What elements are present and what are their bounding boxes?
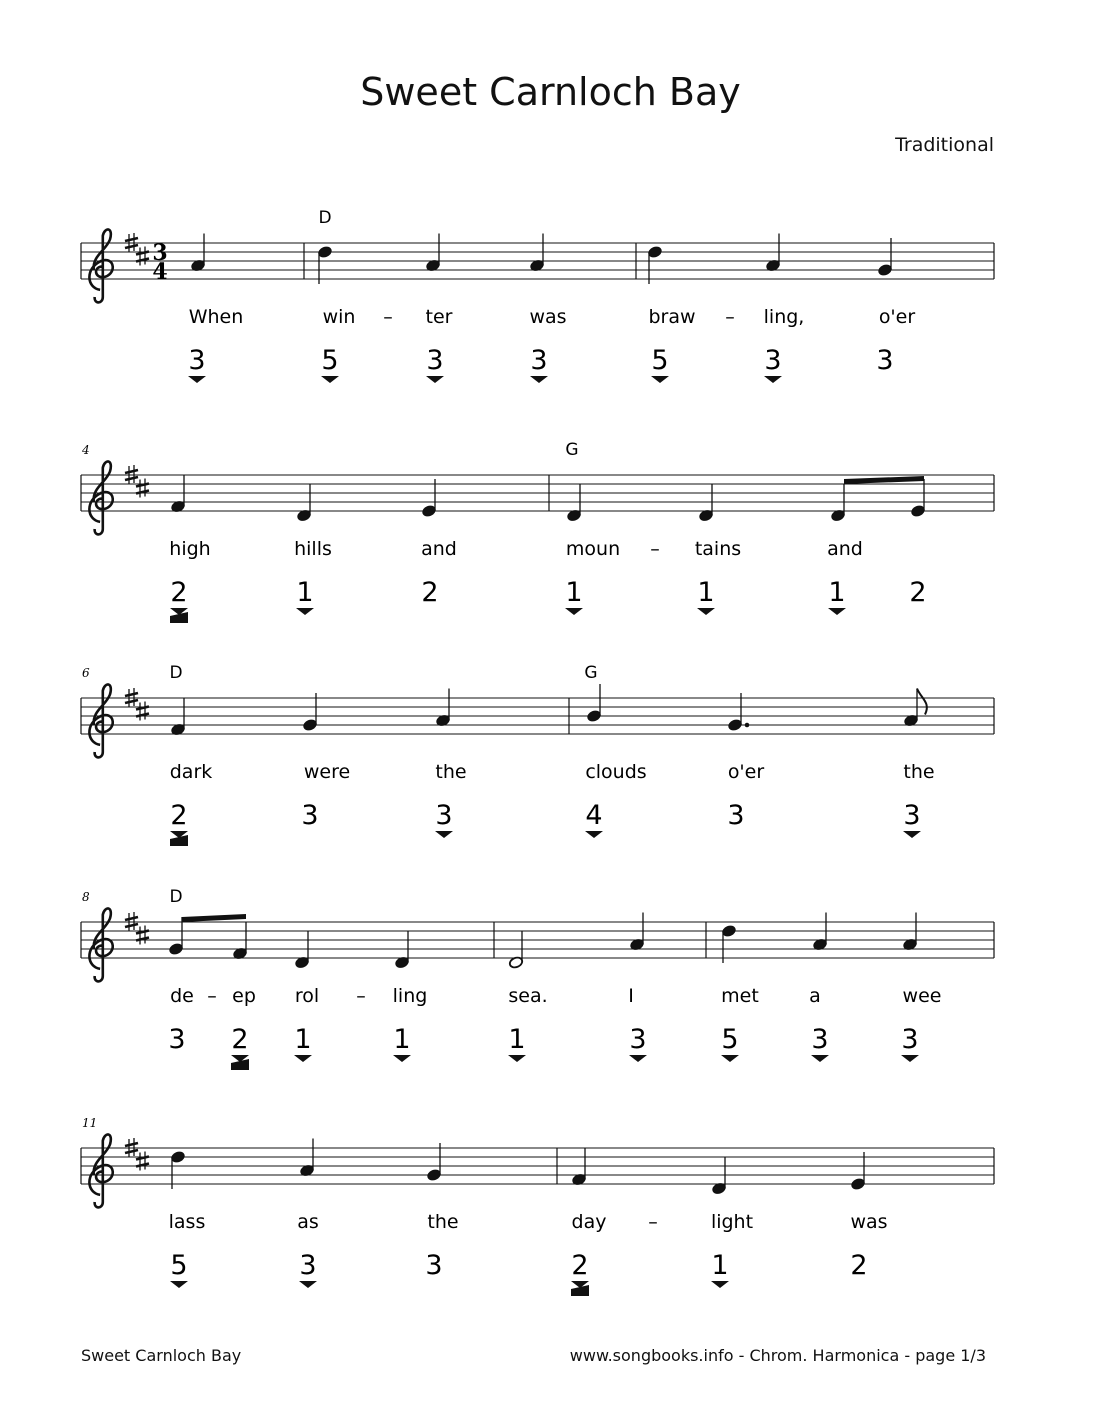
lyric-syllable: was	[850, 1211, 888, 1233]
lyric-syllable: o'er	[878, 306, 916, 328]
note	[647, 245, 662, 284]
note-dot	[745, 723, 750, 728]
lyric-hyphen: –	[383, 306, 393, 328]
staff-system	[81, 1116, 994, 1296]
note	[168, 917, 183, 956]
lyric-syllable: clouds	[585, 761, 647, 783]
lyric-syllable: a	[809, 985, 821, 1007]
draw-arrow-icon	[764, 376, 782, 383]
note	[508, 931, 523, 970]
lyric-syllable: tains	[694, 538, 742, 560]
note	[850, 1152, 865, 1191]
lyric-syllable: the	[427, 1211, 459, 1233]
note-beam	[182, 914, 246, 922]
draw-arrow-icon	[903, 831, 921, 838]
harmonica-hole-number: 1	[711, 1250, 729, 1281]
note	[421, 479, 436, 518]
harmonica-hole-number: 1	[296, 577, 314, 608]
lyric-syllable: lass	[168, 1211, 206, 1233]
note	[698, 484, 713, 523]
harmonica-hole-number: 1	[508, 1024, 526, 1055]
lyric-syllable: light	[710, 1211, 754, 1233]
draw-arrow-icon	[321, 376, 339, 383]
sharp-sign	[136, 1152, 149, 1171]
draw-arrow-icon	[296, 608, 314, 615]
harmonica-hole-number: 2	[850, 1250, 868, 1281]
lyric-syllable: rol	[294, 985, 320, 1007]
draw-arrow-icon	[170, 1281, 188, 1288]
footer-song-title: Sweet Carnloch Bay	[81, 1346, 242, 1365]
harmonica-hole-number: 3	[425, 1250, 443, 1281]
harmonica-hole-number: 2	[231, 1024, 249, 1055]
lyric-syllable: hills	[294, 538, 332, 560]
lyric-syllable: ling	[392, 985, 428, 1007]
sharp-sign	[136, 926, 149, 945]
footer-page-info: www.songbooks.info - Chrom. Harmonica - page 1/3	[569, 1346, 986, 1365]
harmonica-hole-number: 2	[571, 1250, 589, 1281]
treble-clef	[89, 461, 112, 534]
note	[812, 913, 827, 952]
harmonica-hole-number: 5	[721, 1024, 739, 1055]
harmonica-hole-number: 3	[901, 1024, 919, 1055]
staff-system	[81, 663, 994, 846]
harmonica-hole-number: 3	[530, 345, 548, 376]
lyric-syllable: moun	[565, 538, 621, 560]
song-title: Sweet Carnloch Bay	[360, 70, 741, 114]
lyric-syllable: and	[421, 538, 457, 560]
note-flag	[917, 689, 927, 715]
lyric-syllable: dark	[169, 761, 213, 783]
lyric-syllable: ling,	[763, 306, 805, 328]
harmonica-hole-number: 3	[629, 1024, 647, 1055]
note	[425, 234, 440, 273]
note	[830, 484, 845, 523]
draw-arrow-icon	[565, 608, 583, 615]
lyric-syllable: o'er	[727, 761, 765, 783]
harmonica-hole-number: 3	[811, 1024, 829, 1055]
draw-arrow-icon	[697, 608, 715, 615]
staff-system	[81, 887, 994, 1070]
draw-arrow-icon	[811, 1055, 829, 1062]
draw-arrow-icon	[294, 1055, 312, 1062]
draw-arrow-icon	[299, 1281, 317, 1288]
sharp-sign	[136, 247, 149, 266]
harmonica-hole-number: 3	[301, 800, 319, 831]
lyric-hyphen: –	[650, 538, 660, 560]
harmonica-hole-number: 3	[168, 1024, 186, 1055]
lyric-syllable: day	[571, 1211, 607, 1233]
draw-arrow-icon	[901, 1055, 919, 1062]
lyric-syllable: ter	[425, 306, 453, 328]
draw-arrow-icon	[585, 831, 603, 838]
note	[170, 698, 185, 737]
note	[294, 931, 309, 970]
draw-arrow-icon	[435, 831, 453, 838]
draw-arrow-icon	[828, 608, 846, 615]
harmonica-hole-number: 4	[585, 800, 603, 831]
note	[317, 245, 332, 284]
harmonica-hole-number: 3	[188, 345, 206, 376]
lyric-syllable: win	[322, 306, 356, 328]
note	[902, 913, 917, 952]
harmonica-hole-number: 3	[426, 345, 444, 376]
lyric-syllable: de	[170, 985, 194, 1007]
lyric-hyphen: –	[648, 1211, 658, 1233]
lyric-syllable: ep	[232, 985, 256, 1007]
note	[170, 475, 185, 514]
draw-arrow-icon	[711, 1281, 729, 1288]
harmonica-hole-number: 5	[651, 345, 669, 376]
lyric-syllable: wee	[902, 985, 942, 1007]
note	[571, 1148, 586, 1187]
harmonica-hole-number: 3	[435, 800, 453, 831]
harmonica-hole-number: 3	[903, 800, 921, 831]
lyric-syllable: When	[188, 306, 244, 328]
note	[629, 913, 644, 952]
measure-number: 8	[82, 890, 90, 904]
note	[190, 234, 205, 273]
note	[566, 484, 581, 523]
note	[296, 484, 311, 523]
lyric-hyphen: –	[356, 985, 366, 1007]
draw-arrow-icon	[508, 1055, 526, 1062]
note	[394, 931, 409, 970]
note	[299, 1139, 314, 1178]
note	[903, 689, 927, 728]
lyric-syllable: and	[827, 538, 863, 560]
treble-clef	[89, 1134, 112, 1207]
harmonica-hole-number: 2	[909, 577, 927, 608]
chord-symbol: D	[169, 663, 183, 683]
note	[721, 924, 736, 963]
lyric-syllable: the	[903, 761, 935, 783]
lyric-syllable: sea.	[508, 985, 548, 1007]
staff-system	[81, 440, 994, 623]
draw-arrow-icon	[651, 376, 669, 383]
chord-symbol: D	[169, 887, 183, 907]
draw-arrow-icon	[188, 376, 206, 383]
treble-clef	[89, 684, 112, 757]
lyric-hyphen: –	[207, 985, 217, 1007]
lyric-syllable: was	[529, 306, 567, 328]
composer-credit: Traditional	[895, 134, 994, 156]
draw-arrow-icon	[629, 1055, 647, 1062]
harmonica-hole-number: 1	[697, 577, 715, 608]
note	[435, 689, 450, 728]
lyric-syllable: were	[303, 761, 351, 783]
harmonica-hole-number: 2	[170, 577, 188, 608]
chord-symbol: G	[584, 663, 598, 683]
note	[302, 693, 317, 732]
note	[586, 684, 601, 723]
harmonica-hole-number: 3	[764, 345, 782, 376]
sharp-sign	[136, 479, 149, 498]
harmonica-hole-number: 1	[565, 577, 583, 608]
chord-symbol: G	[565, 440, 579, 460]
note	[426, 1143, 441, 1182]
time-signature-top: 3	[152, 240, 168, 266]
draw-arrow-icon	[393, 1055, 411, 1062]
harmonica-hole-number: 1	[828, 577, 846, 608]
time-signature-bottom: 4	[152, 259, 168, 285]
note	[910, 479, 925, 518]
note	[877, 238, 892, 277]
harmonica-hole-number: 3	[727, 800, 745, 831]
treble-clef	[89, 229, 112, 302]
draw-arrow-icon	[530, 376, 548, 383]
harmonica-hole-number: 5	[321, 345, 339, 376]
harmonica-hole-number: 5	[170, 1250, 188, 1281]
lyric-syllable: as	[297, 1211, 319, 1233]
note	[727, 693, 749, 732]
harmonica-hole-number: 3	[299, 1250, 317, 1281]
staff-system	[81, 208, 994, 383]
lyric-hyphen: –	[725, 306, 735, 328]
harmonica-hole-number: 2	[421, 577, 439, 608]
harmonica-hole-number: 1	[393, 1024, 411, 1055]
draw-arrow-icon	[721, 1055, 739, 1062]
chord-symbol: D	[318, 208, 332, 228]
note	[170, 1150, 185, 1189]
sharp-sign	[136, 702, 149, 721]
note	[711, 1157, 726, 1196]
harmonica-hole-number: 2	[170, 800, 188, 831]
measure-number: 4	[82, 443, 90, 457]
lyric-syllable: the	[435, 761, 467, 783]
measure-number: 6	[82, 666, 90, 680]
treble-clef	[89, 908, 112, 981]
harmonica-hole-number: 1	[294, 1024, 312, 1055]
lyric-syllable: I	[628, 985, 634, 1007]
note	[529, 234, 544, 273]
note-beam	[844, 476, 924, 484]
harmonica-hole-number: 3	[876, 345, 894, 376]
measure-number: 11	[82, 1116, 98, 1130]
note	[765, 234, 780, 273]
lyric-syllable: high	[169, 538, 211, 560]
lyric-syllable: braw	[648, 306, 696, 328]
note	[232, 922, 247, 961]
lyric-syllable: met	[721, 985, 759, 1007]
draw-arrow-icon	[426, 376, 444, 383]
